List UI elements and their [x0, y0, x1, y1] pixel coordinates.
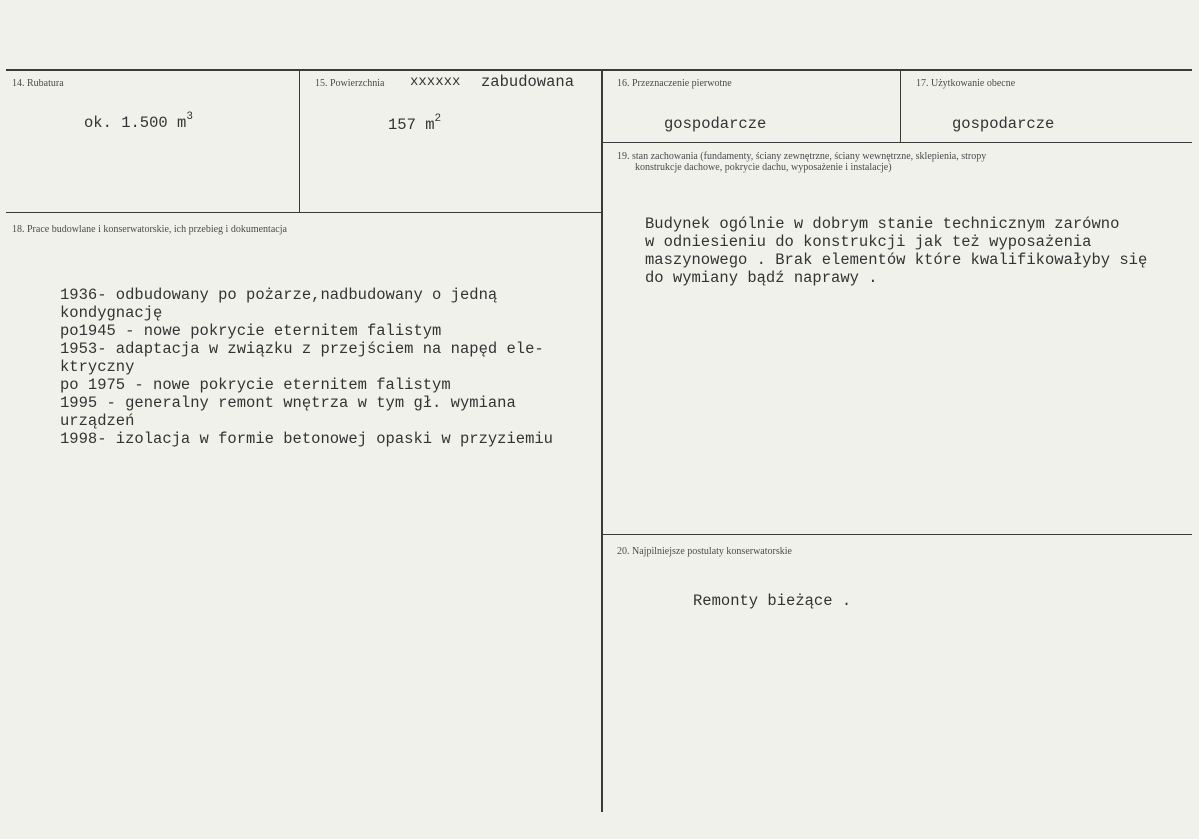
field-15-text: 157 m — [388, 116, 435, 135]
field-14-value — [84, 110, 193, 132]
field-19-line: do wymiany bądź naprawy . — [645, 269, 878, 287]
field-18-line: urządzeń — [60, 412, 135, 430]
field-18-lines — [60, 268, 553, 466]
field-15-overtype: xxxxxx — [410, 74, 461, 90]
field-14-sup: 3 — [186, 111, 193, 123]
field-15-sup: 2 — [434, 113, 442, 125]
field-14-label: 14. Rubatura — [12, 78, 64, 89]
top-rule — [6, 69, 1192, 71]
field-15-value — [388, 112, 441, 134]
field-20-value: Remonty bieżące . — [693, 592, 852, 610]
field-19-line: w odniesieniu do konstrukcji jak też wyposażenia — [645, 233, 1092, 251]
field-19-line: Budynek ogólnie w dobrym stanie technicznym zarówno — [645, 215, 1120, 233]
rule-right-row2 — [602, 534, 1192, 535]
field-19-line: maszynowego . Brak elementów które kwalifikowałyby się — [645, 251, 1148, 269]
field-16-value: gospodarcze — [664, 115, 767, 133]
field-19-label-2: konstrukcje dachowe, pokrycie dachu, wyposażenie i instalacje) — [635, 162, 892, 173]
field-18-line: 1936- odbudowany po pożarze,nadbudowany o jedną — [60, 286, 498, 304]
field-18-line: po 1975 - nowe pokrycie eternitem falistym — [60, 376, 451, 394]
field-15-typed-label: zabudowana — [481, 73, 575, 91]
field-18-line: 1998- izolacja w formie betonowej opaski w przyziemiu — [60, 430, 553, 448]
field-14-text: ok. 1.500 m — [84, 114, 187, 133]
field-18-line: 1995 - generalny remont wnętrza w tym gł. wymiana — [60, 394, 516, 412]
rule-left-row1 — [6, 212, 602, 213]
field-18-line: 1953- adaptacja w związku z przejściem na napęd ele- — [60, 340, 544, 358]
center-divider — [601, 70, 603, 812]
field-17-value: gospodarcze — [952, 115, 1055, 133]
divider-16-17 — [900, 70, 901, 142]
field-17-label: 17. Użytkowanie obecne — [916, 78, 1016, 89]
field-18-line: ktryczny — [60, 358, 135, 376]
field-16-label: 16. Przeznaczenie pierwotne — [617, 78, 732, 89]
field-18-label: 18. Prace budowlane i konserwatorskie, ich przebieg i dokumentacja — [12, 224, 287, 235]
field-15-label: 15. Powierzchnia — [315, 78, 385, 89]
field-19-lines — [645, 197, 1147, 305]
rule-right-row1 — [602, 142, 1192, 143]
field-20-label: 20. Najpilniejsze postulaty konserwatorskie — [617, 546, 792, 557]
divider-14-15 — [299, 70, 300, 213]
field-19-label-1: 19. stan zachowania (fundamenty, ściany zewnętrzne, ściany wewnętrzne, sklepienia, stropy — [617, 151, 987, 162]
field-18-line: kondygnację — [60, 304, 163, 322]
field-18-line: po1945 - nowe pokrycie eternitem falistym — [60, 322, 442, 340]
